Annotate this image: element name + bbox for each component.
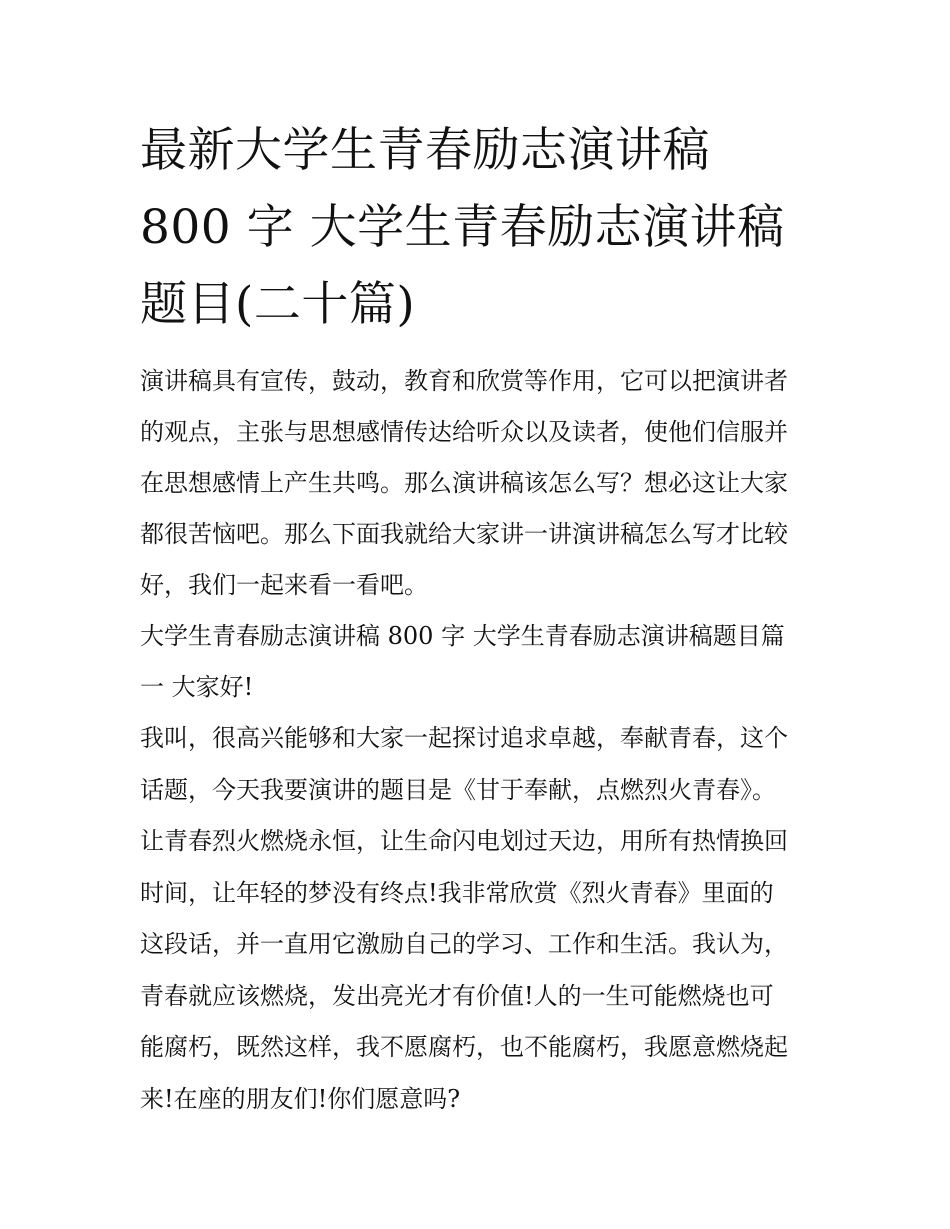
body-line: 来!在座的朋友们!你们愿意吗? bbox=[140, 1084, 461, 1113]
title-line: 题目(二十篇) bbox=[140, 277, 416, 332]
body-line: 让青春烈火燃烧永恒，让生命闪电划过天边，用所有热情换回 bbox=[140, 827, 788, 855]
intro-line: 演讲稿具有宣传，鼓动，教育和欣赏等作用，它可以把演讲者 bbox=[140, 367, 788, 395]
intro-line: 的观点，主张与思想感情传达给听众以及读者，使他们信服并 bbox=[140, 418, 788, 446]
body-line: 时间，让年轻的梦没有终点!我非常欣赏《烈火青春》里面的 bbox=[140, 878, 774, 907]
document-title bbox=[140, 112, 820, 343]
intro-paragraph bbox=[140, 356, 820, 611]
intro-line: 好，我们一起来看一看吧。 bbox=[140, 571, 428, 599]
body-line: 话题，今天我要演讲的题目是《甘于奉献，点燃烈火青春》。 bbox=[140, 775, 776, 804]
intro-line: 在思想感情上产生共鸣。那么演讲稿该怎么写？想必这让大家 bbox=[140, 469, 788, 497]
section-heading-line: 一 大家好! bbox=[140, 673, 254, 701]
body-line: 这段话，并一直用它激励自己的学习、工作和生活。我认为， bbox=[140, 930, 788, 958]
title-line: 800 字 大学生青春励志演讲稿 bbox=[140, 200, 785, 255]
body-line: 我叫，很高兴能够和大家一起探讨追求卓越，奉献青春，这个 bbox=[140, 724, 788, 752]
intro-line: 都很苦恼吧。那么下面我就给大家讲一讲演讲稿怎么写才比较 bbox=[140, 520, 788, 548]
title-line: 最新大学生青春励志演讲稿 bbox=[140, 123, 710, 178]
body-line: 青春就应该燃烧，发出亮光才有价值!人的一生可能燃烧也可 bbox=[140, 981, 774, 1010]
body-line: 能腐朽，既然这样，我不愿腐朽，也不能腐朽，我愿意燃烧起 bbox=[140, 1033, 788, 1061]
section-heading-line: 大学生青春励志演讲稿 800 字 大学生青春励志演讲稿题目篇 bbox=[140, 622, 785, 650]
section-heading bbox=[140, 611, 820, 713]
body-paragraph bbox=[140, 713, 820, 1125]
document-page bbox=[140, 112, 820, 1125]
